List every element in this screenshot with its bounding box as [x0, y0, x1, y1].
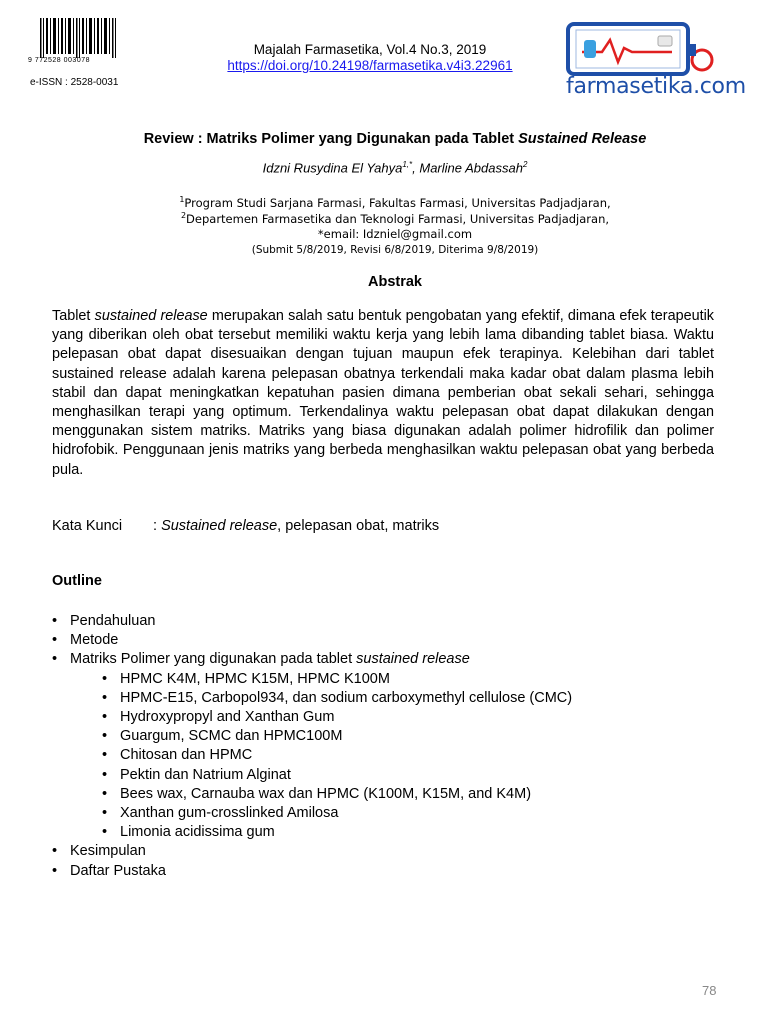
authors: [40, 160, 750, 175]
author-2: Marline Abdassah: [419, 160, 523, 176]
keywords-colon: :: [153, 518, 162, 534]
outline-item: [52, 650, 572, 842]
outline-list: [52, 612, 572, 881]
barcode-number: 9 772528 003078: [28, 57, 90, 64]
abstract-lead-italic: sustained release: [94, 308, 208, 324]
author-separator: ,: [412, 160, 420, 176]
outline-subitem: • Pektin dan Natrium Alginat: [102, 766, 572, 785]
abstract-lead: Tablet: [52, 308, 95, 324]
keywords-italic: Sustained release: [161, 518, 278, 534]
outline-subitem: • HPMC K4M, HPMC K15M, HPMC K100M: [102, 670, 572, 689]
abstract-heading: Abstrak: [368, 274, 422, 290]
title-italic: Sustained Release: [518, 131, 647, 147]
author-1: Idzni Rusydina El Yahya: [262, 160, 403, 176]
affiliation-2-sup: 2: [180, 211, 187, 220]
author-1-sup: 1,*: [402, 160, 413, 169]
logo-text: farmasetika.com: [566, 74, 746, 99]
outline-heading: Outline: [52, 573, 102, 589]
outline-subitem: • Hydroxypropyl and Xanthan Gum: [102, 708, 572, 727]
abstract-text: merupakan salah satu bentuk pengobatan yang efektif, dimana efek terapeutik yang diberikan oleh obat tersebut memiliki waktu kerja yang lebih lama dibanding tablet biasa. Waktu pelepasan obat dapat disesuaikan dengan tujuan maupun efek terapinya. Kelebihan dari tablet sustained release adalah karena pelepasan obatnya terkendali maka kadar obat dalam plasma lebih stabil dan dapat meningkatkan kepatuhan pasien dimana pemberian obat sekali sehari, sehingga menghasilkan terapi yang optimum. Terkendalinya waktu pelepasan obat dapat dilakukan dengan menggunakan sistem matriks. Matriks yang biasa digunakan adalah polimer hidrofilik dan polimer hidrofobik. Penggunaan jenis matriks yang berbeda menghasilkan waktu pelepasan obat yang berbeda pula.: [52, 308, 714, 478]
keywords: [52, 518, 439, 534]
outline-item: • Kesimpulan: [52, 842, 572, 861]
affiliation-2-text: Departemen Farmasetika dan Teknologi Farmasi, Universitas Padjadjaran,: [186, 211, 610, 226]
outline-sublist: [70, 670, 572, 843]
affiliation-1-text: Program Studi Sarjana Farmasi, Fakultas Farmasi, Universitas Padjadjaran,: [184, 195, 611, 210]
journal-citation: Majalah Farmasetika, Vol.4 No.3, 2019: [253, 42, 487, 57]
keywords-rest: , pelepasan obat, matriks: [277, 518, 440, 534]
eissn-label: e-ISSN : 2528-0031: [30, 77, 119, 88]
page-number: 78: [702, 983, 717, 998]
affiliation-1-sup: 1: [179, 195, 185, 204]
outline-item-italic: sustained release: [356, 651, 470, 668]
author-2-sup: 2: [522, 160, 528, 169]
paper-title: [40, 131, 750, 147]
author-email: *email: Idzniel@gmail.com: [317, 227, 473, 241]
affiliation-2: [40, 211, 750, 226]
outline-item: • Metode: [52, 631, 572, 650]
outline-item-text: Matriks Polimer yang digunakan pada tablet: [70, 651, 357, 668]
keywords-label: Kata Kunci: [52, 518, 123, 534]
title-text: Review : Matriks Polimer yang Digunakan pada Tablet: [143, 131, 519, 147]
doi-link[interactable]: https://doi.org/10.24198/farmasetika.v4i3.22961: [227, 58, 513, 73]
outline-item: • Pendahuluan: [52, 612, 572, 631]
outline-subitem: • Guargum, SCMC dan HPMC100M: [102, 727, 572, 746]
outline-subitem: • Xanthan gum-crosslinked Amilosa: [102, 804, 572, 823]
submission-dates: (Submit 5/8/2019, Revisi 6/8/2019, Diterima 9/8/2019): [251, 244, 539, 256]
outline-subitem: • Chitosan dan HPMC: [102, 746, 572, 765]
outline-subitem: • Limonia acidissima gum: [102, 823, 572, 842]
outline-subitem: • HPMC-E15, Carbopol934, dan sodium carboxymethyl cellulose (CMC): [102, 689, 572, 708]
affiliation-1: [40, 195, 750, 210]
outline-subitem: • Bees wax, Carnauba wax dan HPMC (K100M, K15M, and K4M): [102, 785, 572, 804]
outline-item: • Daftar Pustaka: [52, 862, 572, 881]
abstract-body: [52, 307, 714, 480]
